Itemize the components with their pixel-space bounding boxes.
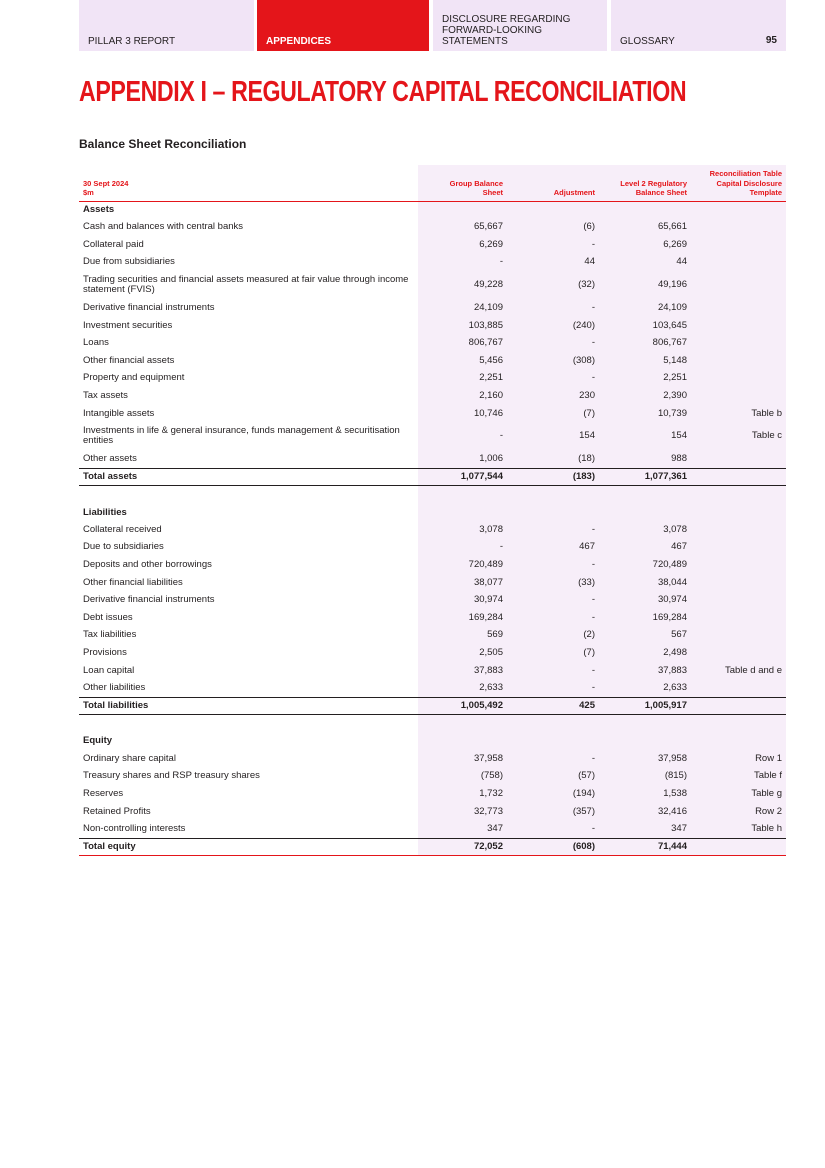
table-row bbox=[79, 539, 786, 557]
cell-level2: 347 bbox=[671, 823, 687, 835]
cell-level2: 3,078 bbox=[663, 523, 687, 535]
cell-group: 65,667 bbox=[473, 221, 503, 233]
cell-group: - bbox=[499, 541, 503, 553]
header-period bbox=[79, 165, 418, 201]
cell-adjustment: - bbox=[591, 337, 595, 349]
total-group: 1,077,544 bbox=[418, 469, 507, 486]
cell-adjustment: - bbox=[591, 372, 595, 384]
cell-reference bbox=[691, 254, 786, 272]
cell-level2: 37,883 bbox=[657, 664, 687, 676]
row-label: Debt issues bbox=[83, 611, 133, 623]
cell-group: 24,109 bbox=[473, 302, 503, 314]
table-row bbox=[79, 609, 786, 627]
cell-level2: 5,148 bbox=[663, 354, 687, 366]
cell-level2: 467 bbox=[671, 541, 687, 553]
cell-group: - bbox=[499, 430, 503, 442]
cell-level2: 37,958 bbox=[657, 752, 687, 764]
cell-adjustment: - bbox=[591, 752, 595, 764]
cell-reference bbox=[691, 609, 786, 627]
cell-level2: 988 bbox=[671, 453, 687, 465]
cell-reference: Table c bbox=[751, 430, 782, 442]
table-row bbox=[79, 644, 786, 662]
row-label: Other liabilities bbox=[83, 682, 146, 694]
cell-level2: 10,739 bbox=[657, 407, 687, 419]
cell-group: (758) bbox=[480, 770, 503, 782]
total-adjustment: 425 bbox=[507, 697, 599, 714]
group-heading: Equity bbox=[83, 735, 113, 747]
table-row bbox=[79, 591, 786, 609]
cell-group: 1,006 bbox=[479, 453, 503, 465]
spacer-cell bbox=[79, 714, 786, 733]
header-group-balance-sheet: Group Balance Sheet bbox=[418, 165, 507, 201]
row-label: Trading securities and financial assets measured at fair value through income statement (FVIS) bbox=[83, 274, 409, 296]
table-row bbox=[79, 450, 786, 468]
cell-reference bbox=[691, 556, 786, 574]
cell-group: 806,767 bbox=[468, 337, 503, 349]
top-navigation bbox=[79, 0, 786, 51]
cell-reference bbox=[691, 679, 786, 697]
cell-level2: 1,538 bbox=[663, 787, 687, 799]
cell-level2: 103,645 bbox=[652, 319, 687, 331]
table-row bbox=[79, 236, 786, 254]
cell-adjustment: (33) bbox=[578, 576, 595, 588]
cell-adjustment: 467 bbox=[579, 541, 595, 553]
table-row bbox=[79, 299, 786, 317]
cell-reference bbox=[691, 644, 786, 662]
cell-adjustment: (2) bbox=[583, 629, 595, 641]
header-period-date: 30 Sept 2024 bbox=[83, 178, 129, 188]
cell-level2: 2,633 bbox=[663, 682, 687, 694]
table-row bbox=[79, 803, 786, 821]
cell-level2: 2,390 bbox=[663, 390, 687, 402]
cell-group: 569 bbox=[487, 629, 503, 641]
cell-adjustment: (6) bbox=[583, 221, 595, 233]
row-label: Treasury shares and RSP treasury shares bbox=[83, 770, 260, 782]
cell-level2: 30,974 bbox=[657, 594, 687, 606]
cell-reference bbox=[691, 627, 786, 645]
cell-reference bbox=[691, 539, 786, 557]
row-label: Loan capital bbox=[83, 664, 135, 676]
cell-adjustment: - bbox=[591, 594, 595, 606]
cell-level2: 49,196 bbox=[657, 279, 687, 291]
group-heading-row bbox=[79, 504, 786, 521]
table-row bbox=[79, 370, 786, 388]
table-row bbox=[79, 405, 786, 423]
cell-adjustment: (32) bbox=[578, 279, 595, 291]
cell-group: 37,883 bbox=[473, 664, 503, 676]
table-row bbox=[79, 556, 786, 574]
group-heading: Liabilities bbox=[83, 506, 127, 518]
table-row bbox=[79, 317, 786, 335]
row-label: Loans bbox=[83, 337, 109, 349]
cell-adjustment: - bbox=[591, 664, 595, 676]
row-label: Due to subsidiaries bbox=[83, 541, 164, 553]
cell-adjustment: (357) bbox=[572, 805, 595, 817]
row-label: Due from subsidiaries bbox=[83, 256, 175, 268]
page-title: APPENDIX I – REGULATORY CAPITAL RECONCILIATION bbox=[79, 76, 687, 108]
row-label: Non-controlling interests bbox=[83, 823, 186, 835]
row-label: Derivative financial instruments bbox=[83, 302, 215, 314]
table-row bbox=[79, 352, 786, 370]
cell-level2: 65,661 bbox=[657, 221, 687, 233]
row-label: Investments in life & general insurance, funds management & securitisation entities bbox=[83, 425, 400, 447]
table-row bbox=[79, 679, 786, 697]
row-label: Other financial assets bbox=[83, 354, 175, 366]
cell-group: 2,160 bbox=[479, 390, 503, 402]
cell-group: - bbox=[499, 256, 503, 268]
total-reference bbox=[691, 697, 786, 714]
table-row bbox=[79, 785, 786, 803]
row-label: Collateral received bbox=[83, 523, 162, 535]
table-row bbox=[79, 574, 786, 592]
header-template-reference: Reconciliation Table Capital Disclosure Template bbox=[691, 165, 786, 201]
cell-adjustment: (7) bbox=[583, 407, 595, 419]
total-adjustment: (183) bbox=[507, 469, 599, 486]
cell-reference bbox=[691, 352, 786, 370]
cell-adjustment: (308) bbox=[572, 354, 595, 366]
cell-reference: Row 2 bbox=[755, 805, 782, 817]
cell-level2: 154 bbox=[671, 430, 687, 442]
row-label: Derivative financial instruments bbox=[83, 594, 215, 606]
cell-group: 32,773 bbox=[473, 805, 503, 817]
total-reference bbox=[691, 838, 786, 855]
tab-label: PILLAR 3 REPORT bbox=[88, 36, 176, 47]
cell-level2: 44 bbox=[676, 256, 687, 268]
cell-reference bbox=[691, 317, 786, 335]
cell-level2: 24,109 bbox=[657, 302, 687, 314]
table-row bbox=[79, 820, 786, 838]
row-label: Tax assets bbox=[83, 390, 128, 402]
cell-reference: Row 1 bbox=[755, 752, 782, 764]
total-level2: 1,077,361 bbox=[599, 469, 691, 486]
cell-group: 2,505 bbox=[479, 646, 503, 658]
table-row bbox=[79, 334, 786, 352]
cell-reference bbox=[691, 370, 786, 388]
row-label: Deposits and other borrowings bbox=[83, 559, 212, 571]
table-row bbox=[79, 254, 786, 272]
cell-reference bbox=[691, 299, 786, 317]
row-label: Provisions bbox=[83, 646, 127, 658]
table-header-row bbox=[79, 165, 786, 201]
cell-adjustment: - bbox=[591, 823, 595, 835]
table-row bbox=[79, 750, 786, 768]
cell-adjustment: - bbox=[591, 611, 595, 623]
cell-reference bbox=[691, 591, 786, 609]
tab-glossary[interactable] bbox=[611, 0, 786, 51]
cell-adjustment: 154 bbox=[579, 430, 595, 442]
cell-group: 10,746 bbox=[473, 407, 503, 419]
cell-adjustment: 230 bbox=[579, 390, 595, 402]
total-row bbox=[79, 838, 786, 855]
total-reference bbox=[691, 469, 786, 486]
cell-group: 6,269 bbox=[479, 238, 503, 250]
cell-group: 720,489 bbox=[468, 559, 503, 571]
total-label: Total liabilities bbox=[79, 697, 418, 714]
row-label: Tax liabilities bbox=[83, 629, 137, 641]
cell-group: 2,251 bbox=[479, 372, 503, 384]
cell-level2: 6,269 bbox=[663, 238, 687, 250]
tab-label: APPENDICES bbox=[266, 36, 332, 47]
header-level2-balance-sheet: Level 2 Regulatory Balance Sheet bbox=[599, 165, 691, 201]
table-row bbox=[79, 219, 786, 237]
cell-reference bbox=[691, 387, 786, 405]
row-label: Collateral paid bbox=[83, 238, 144, 250]
total-group: 1,005,492 bbox=[418, 697, 507, 714]
cell-group: 2,633 bbox=[479, 682, 503, 694]
cell-group: 1,732 bbox=[479, 787, 503, 799]
cell-adjustment: 44 bbox=[584, 256, 595, 268]
balance-sheet-table-container bbox=[79, 165, 786, 856]
tab-label: DISCLOSURE REGARDING FORWARD-LOOKING STATEMENTS bbox=[442, 14, 571, 47]
table-row bbox=[79, 662, 786, 680]
group-heading-row bbox=[79, 733, 786, 750]
row-label: Property and equipment bbox=[83, 372, 185, 384]
tab-pillar-3-report[interactable] bbox=[79, 0, 254, 51]
table-row bbox=[79, 768, 786, 786]
cell-reference bbox=[691, 334, 786, 352]
tab-forward-looking-statements[interactable] bbox=[433, 0, 607, 51]
total-row bbox=[79, 469, 786, 486]
cell-group: 49,228 bbox=[473, 279, 503, 291]
cell-reference bbox=[691, 521, 786, 539]
row-label: Other financial liabilities bbox=[83, 576, 183, 588]
row-label: Investment securities bbox=[83, 319, 173, 331]
cell-adjustment: (57) bbox=[578, 770, 595, 782]
cell-reference: Table f bbox=[754, 770, 782, 782]
tab-appendices[interactable] bbox=[257, 0, 429, 51]
cell-group: 347 bbox=[487, 823, 503, 835]
total-level2: 1,005,917 bbox=[599, 697, 691, 714]
group-heading-row bbox=[79, 201, 786, 219]
cell-reference: Table h bbox=[751, 823, 782, 835]
cell-level2: 2,251 bbox=[663, 372, 687, 384]
cell-level2: 32,416 bbox=[657, 805, 687, 817]
header-unit: $m bbox=[83, 188, 94, 197]
cell-level2: 806,767 bbox=[652, 337, 687, 349]
group-heading: Assets bbox=[83, 204, 115, 215]
cell-adjustment: - bbox=[591, 302, 595, 314]
total-group: 72,052 bbox=[418, 838, 507, 855]
page-number: 95 bbox=[765, 35, 777, 46]
cell-group: 30,974 bbox=[473, 594, 503, 606]
section-title: Balance Sheet Reconciliation bbox=[79, 137, 247, 151]
cell-reference: Table g bbox=[751, 787, 782, 799]
row-label: Retained Profits bbox=[83, 805, 151, 817]
cell-reference bbox=[691, 219, 786, 237]
cell-adjustment: (240) bbox=[572, 319, 595, 331]
cell-group: 37,958 bbox=[473, 752, 503, 764]
total-row bbox=[79, 697, 786, 714]
table-row bbox=[79, 422, 786, 450]
cell-level2: 2,498 bbox=[663, 646, 687, 658]
cell-group: 38,077 bbox=[473, 576, 503, 588]
cell-group: 103,885 bbox=[468, 319, 503, 331]
cell-level2: 169,284 bbox=[652, 611, 687, 623]
total-label: Total equity bbox=[79, 838, 418, 855]
cell-adjustment: - bbox=[591, 559, 595, 571]
cell-level2: 567 bbox=[671, 629, 687, 641]
row-label: Cash and balances with central banks bbox=[83, 221, 244, 233]
tab-label: GLOSSARY bbox=[620, 36, 675, 47]
cell-level2: (815) bbox=[664, 770, 687, 782]
cell-reference: Table d and e bbox=[724, 664, 782, 676]
cell-group: 3,078 bbox=[479, 523, 503, 535]
row-label: Intangible assets bbox=[83, 407, 155, 419]
table-row bbox=[79, 521, 786, 539]
cell-reference bbox=[691, 271, 786, 299]
cell-level2: 38,044 bbox=[657, 576, 687, 588]
cell-level2: 720,489 bbox=[652, 559, 687, 571]
row-label: Reserves bbox=[83, 787, 124, 799]
spacer-row bbox=[79, 486, 786, 505]
cell-adjustment: (194) bbox=[572, 787, 595, 799]
cell-adjustment: (18) bbox=[578, 453, 595, 465]
cell-adjustment: - bbox=[591, 682, 595, 694]
cell-reference bbox=[691, 574, 786, 592]
table-row bbox=[79, 387, 786, 405]
cell-adjustment: - bbox=[591, 238, 595, 250]
spacer-cell bbox=[79, 486, 786, 505]
cell-adjustment: - bbox=[591, 523, 595, 535]
cell-group: 5,456 bbox=[479, 354, 503, 366]
spacer-row bbox=[79, 714, 786, 733]
total-label: Total assets bbox=[79, 469, 418, 486]
row-label: Ordinary share capital bbox=[83, 752, 176, 764]
cell-reference bbox=[691, 450, 786, 468]
cell-reference bbox=[691, 236, 786, 254]
row-label: Other assets bbox=[83, 453, 137, 465]
total-level2: 71,444 bbox=[599, 838, 691, 855]
cell-adjustment: (7) bbox=[583, 646, 595, 658]
total-adjustment: (608) bbox=[507, 838, 599, 855]
cell-group: 169,284 bbox=[468, 611, 503, 623]
cell-reference: Table b bbox=[751, 407, 782, 419]
balance-sheet-table bbox=[79, 165, 786, 856]
header-adjustment: Adjustment bbox=[507, 165, 599, 201]
table-row bbox=[79, 627, 786, 645]
table-row bbox=[79, 271, 786, 299]
